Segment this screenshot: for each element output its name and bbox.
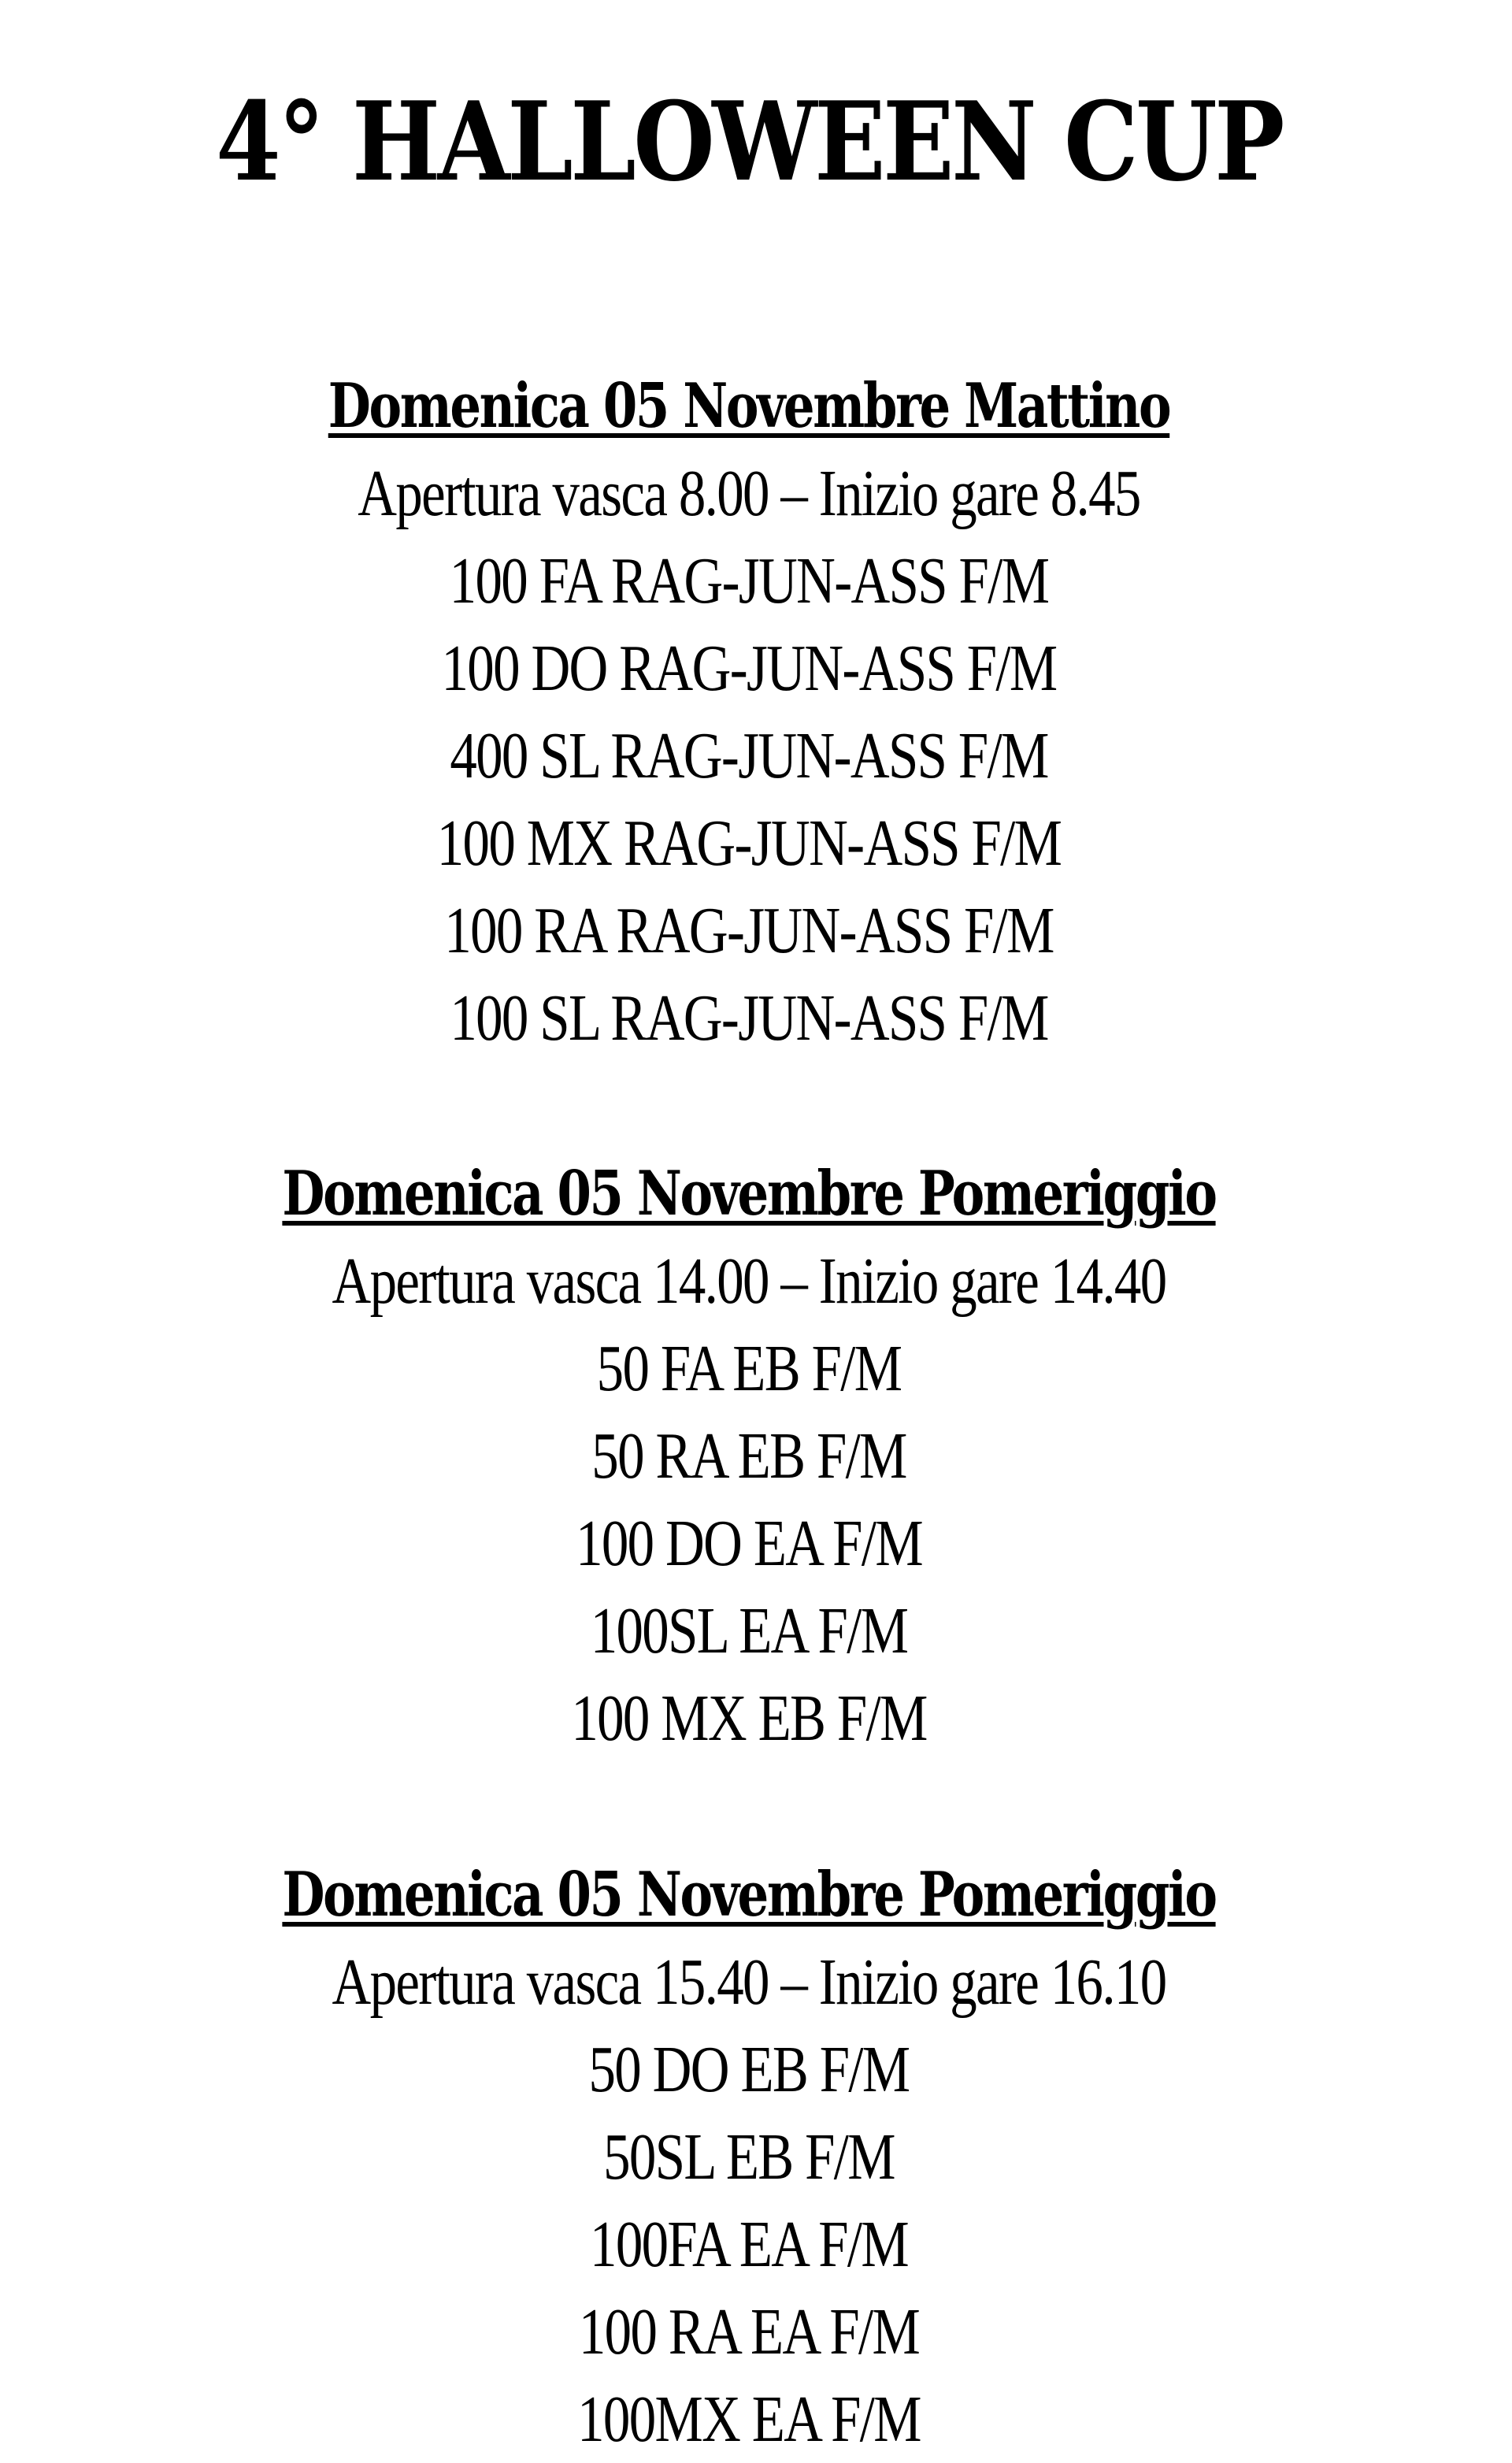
schedule-line: Apertura vasca 14.00 – Inizio gare 14.40 xyxy=(332,1244,1166,1318)
section-heading: Domenica 05 Novembre Mattino xyxy=(328,370,1170,442)
event-item: 100 FA RAG-JUN-ASS F/M xyxy=(449,544,1049,618)
section-heading: Domenica 05 Novembre Pomeriggio xyxy=(282,1158,1216,1230)
section-afternoon-1 xyxy=(0,1150,1498,1762)
event-item: 400 SL RAG-JUN-ASS F/M xyxy=(450,719,1048,792)
event-item: 100 MX EB F/M xyxy=(571,1682,927,1755)
event-item: 100SL EA F/M xyxy=(590,1594,908,1667)
event-item: 100 MX RAG-JUN-ASS F/M xyxy=(436,807,1062,880)
schedule-line: Apertura vasca 15.40 – Inizio gare 16.10 xyxy=(332,1946,1166,2019)
event-item: 50 FA EB F/M xyxy=(596,1332,902,1405)
event-item: 50SL EB F/M xyxy=(603,2120,895,2194)
section-morning xyxy=(0,362,1498,1062)
event-item: 100 DO EA F/M xyxy=(576,1507,922,1580)
event-item: 100 RA RAG-JUN-ASS F/M xyxy=(444,894,1054,967)
event-item: 50 DO EB F/M xyxy=(588,2033,910,2106)
schedule-line: Apertura vasca 8.00 – Inizio gare 8.45 xyxy=(358,457,1140,530)
event-item: 100 DO RAG-JUN-ASS F/M xyxy=(441,632,1057,705)
event-item: 50 RA EB F/M xyxy=(591,1419,906,1493)
event-item: 100 RA EA F/M xyxy=(578,2295,920,2368)
event-item: 100FA EA F/M xyxy=(590,2208,908,2281)
section-afternoon-2 xyxy=(0,1851,1498,2463)
event-item: 100MX EA F/M xyxy=(577,2383,921,2456)
document-title: 4° HALLOWEEN CUP xyxy=(216,77,1282,206)
event-item: 100 SL RAG-JUN-ASS F/M xyxy=(450,981,1048,1055)
section-heading: Domenica 05 Novembre Pomeriggio xyxy=(282,1859,1216,1931)
